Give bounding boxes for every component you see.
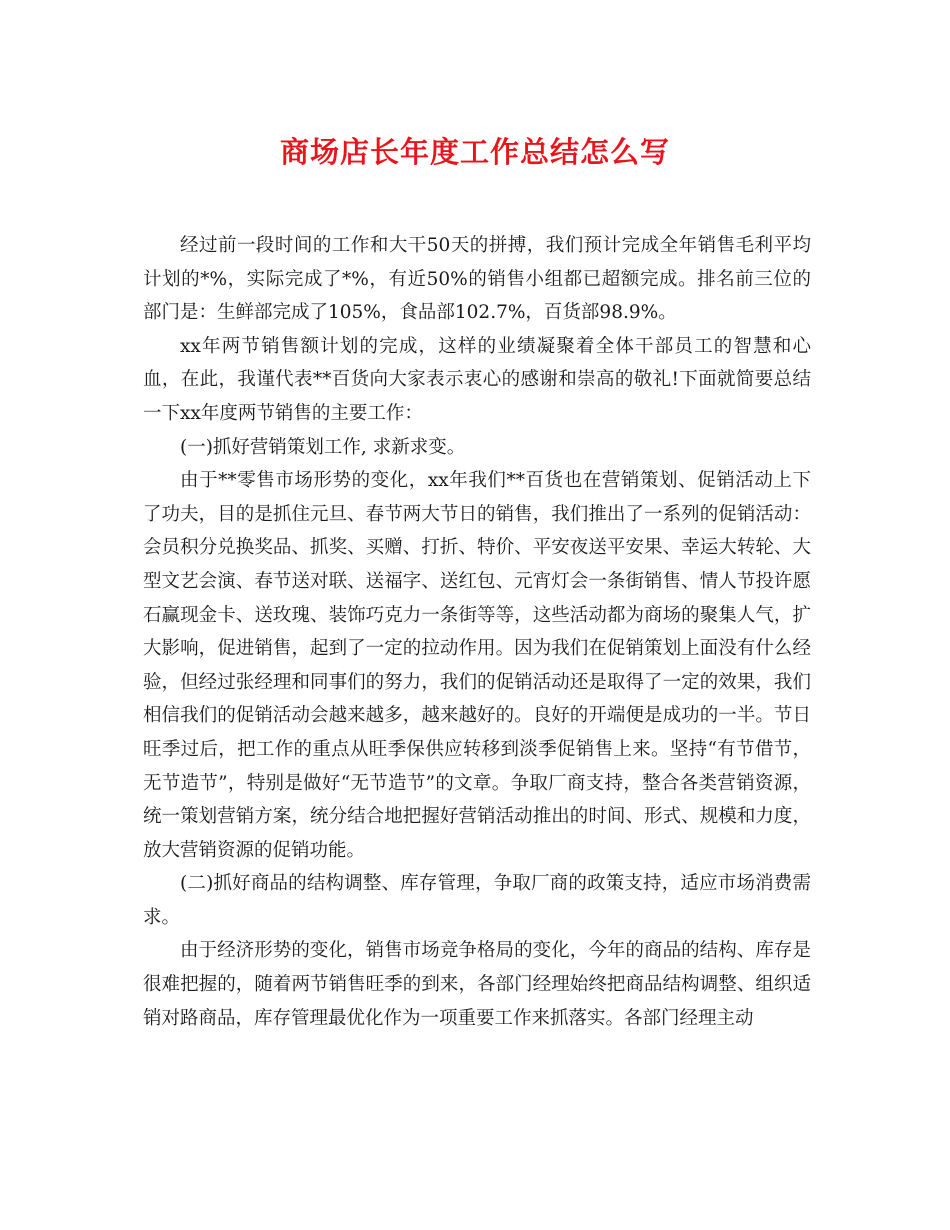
section-heading-2: (二)抓好商品的结构调整、库存管理，争取厂商的政策支持，适应市场消费需求。	[143, 873, 811, 928]
section-heading-1: (一)抓好营销策划工作, 求新求变。	[180, 436, 466, 458]
paragraph-inventory: 由于经济形势的变化，销售市场竞争格局的变化，今年的商品的结构、库存是很难把握的，随着两节销售旺季的到来，各部门经理始终把商品结构调整、组织适销对路商品，库存管理最优化作为一项重要工作来抓落实。各部门经理主动	[143, 940, 811, 1029]
paragraph-marketing: 由于**零售市场形势的变化，xx年我们**百货也在营销策划、促销活动上下了功夫，目的是抓住元旦、春节两大节日的销售，我们推出了一系列的促销活动：会员积分兑换奖品、抓奖、买赠、打折、特价、平安夜送平安果、幸运大转轮、大型文艺会演、春节送对联、送福字、送红包、元宵灯会一条街销售、情人节投许愿石赢现金卡、送玫瑰、装饰巧克力一条街等等，这些活动都为商场的聚集人气，扩大影响，促进销售，起到了一定的拉动作用。因为我们在促销策划上面没有什么经验，但经过张经理和同事们的努力，我们的促销活动还是取得了一定的效果，我们相信我们的促销活动会越来越多，越来越好的。良好的开端便是成功的一半。节日旺季过后，把工作的重点从旺季保供应转移到淡季促销售上来。坚持“有节借节，无节造节”，特别是做好“无节造节”的文章。争取厂商支持，整合各类营销资源，统一策划营销方案，统分结合地把握好营销活动推出的时间、形式、规模和力度，放大营销资源的促销功能。	[143, 470, 811, 861]
document-body	[143, 229, 811, 1035]
paragraph-thanks: xx年两节销售额计划的完成，这样的业绩凝聚着全体干部员工的智慧和心血，在此，我谨代表**百货向大家表示衷心的感谢和崇高的敬礼!下面就简要总结一下xx年度两节销售的主要工作：	[143, 335, 811, 424]
paragraph-summary: 经过前一段时间的工作和大干50天的拼搏，我们预计完成全年销售毛利平均计划的*%，实际完成了*%，有近50%的销售小组都已超额完成。排名前三位的部门是：生鲜部完成了105%，食品部102.7%，百货部98.9%。	[143, 235, 811, 324]
document-title: 商场店长年度工作总结怎么写	[279, 135, 670, 169]
